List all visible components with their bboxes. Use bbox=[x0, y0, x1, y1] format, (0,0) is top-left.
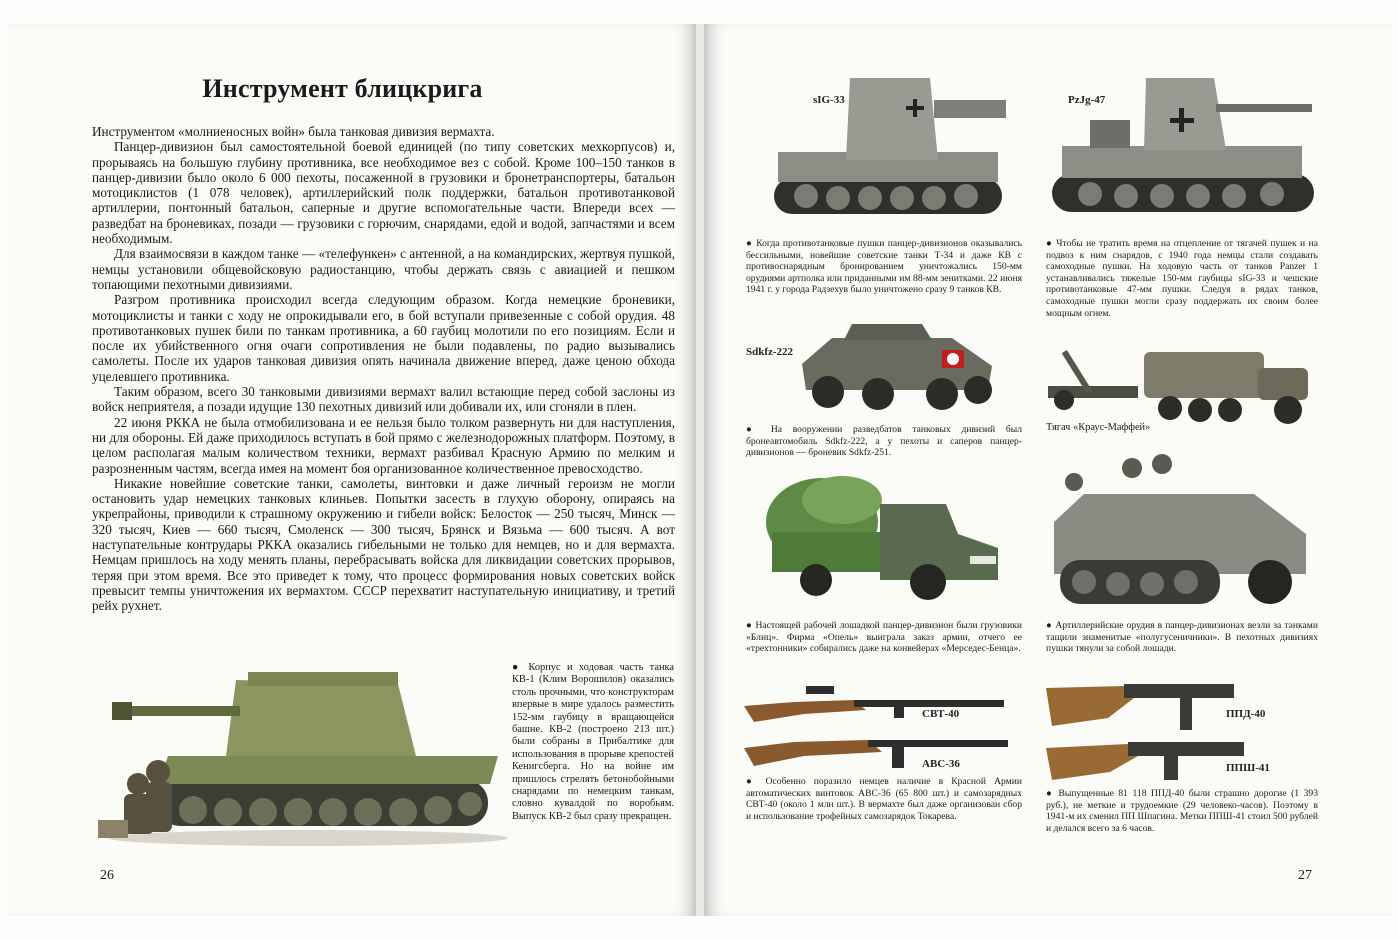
label-avs36: АВС-36 bbox=[922, 758, 960, 770]
halftrack-illustration bbox=[1044, 454, 1316, 614]
caption-recon: ● На вооружении разведбатов танковых дивизий был бронеавтомобиль Sdkfz-222, а у пехоты и саперов панцер-дивизионов — броневик Sdkfz-251. bbox=[746, 424, 1023, 459]
label-pzjg47: PzJg-47 bbox=[1068, 94, 1106, 106]
paragraph: Для взаимосвязи в каждом танке — «телефункен» с антенной, а на командирских, жертвуя пушкой, немцы установили общевойсковую радиостанцию, чтобы держать связь с авиацией и пешком топающими пехотными дивизиями. bbox=[92, 246, 675, 292]
paragraph: Таким образом, всего 30 танковыми дивизиями вермахт валил встающие перед собой заслоны из войск неприятеля, а позади идущие 130 пехотных дивизий или добивали их, или сгоняли в плен. bbox=[92, 384, 675, 415]
rifles-illustration bbox=[744, 680, 1020, 776]
bullet-icon: ● bbox=[1046, 620, 1053, 631]
caption-selfpropelled: ● Чтобы не тратить время на отцепление от тягачей пушек и на подвоз к ним снарядов, с 1940 года немцы стали создавать самоходные пушки. На ходовую часть от танков Panzer 1 устанавливались тяжелые 150-мм гаубицы sIG-33 и чешские противотанковые 47-мм пушки. Следуя в рядах танков, самоходные пушки могли сразу поддержать их своим более мощным огнем. bbox=[1046, 238, 1318, 319]
pzjg47-illustration bbox=[1046, 70, 1320, 222]
paragraph: Никакие новейшие советские танки, самолеты, винтовки и даже личный героизм не могли остановить удар немецких танковых клиньев. Попытки засесть в глухую оборону, опираясь на укрепрайоны, приводили к страшному окружению и гибели войск: Белосток — 250 тысяч, Минск — 320 тысяч, Киев — 660 тысяч, Смоленск — 300 тысяч, Брянск и Вязьма — 600 тысяч. А вот наступательные контрудары РККА оказались гибельными не только для немцев, но и для вермахта. Немцам пришлось на ходу менять планы, перебрасывать войска для ликвидации советских прорывов, теряя при этом время. Все это приведет к тому, что процесс формирования новых советских войск превысит темпы уничтожения их вермахтом. СССР перехватит наступательную инициативу, и третий рейх рухнет. bbox=[92, 475, 675, 614]
bullet-icon: ● bbox=[1046, 238, 1053, 249]
kv-caption: ● Корпус и ходовая часть танка КВ-1 (Клим Ворошилов) оказались столь прочными, что конструкторам впервые в мире удалось разместить 152-мм гаубицу в вращающейся башне. КВ-2 (построено 213 шт.) были собраны в Прибалтике для использования в прорыве крепостей Кенигсберга. Но на войне им пришлось стрелять бетонобойными снарядами по немецким танкам, словно кувалдой по воробьям. Выпуск КВ-2 был сразу прекращен. bbox=[512, 662, 675, 822]
label-tractor: Тягач «Краус-Маффей» bbox=[1046, 422, 1151, 433]
caption-antitank: ● Когда противотанковые пушки панцер-дивизионов оказывались бессильными, новейшие советские танки Т-34 и даже КВ с противоснарядным бронированием уничтожались 150-мм орудиями артполка или приданными им 88-мм зенитками. 22 июня 1941 г. у города Радзехув было уничтожено сразу 9 танков КВ. bbox=[746, 238, 1023, 296]
sig33-illustration bbox=[766, 70, 1010, 222]
paragraph: Инструментом «молниеносных войн» была танковая дивизия вермахта. bbox=[92, 124, 495, 139]
bullet-icon: ● bbox=[512, 662, 523, 673]
page-title: Инструмент блицкрига bbox=[202, 74, 483, 103]
bullet-icon: ● bbox=[1046, 788, 1054, 799]
caption-halftrack: ● Артиллерийские орудия в панцер-дивизионах везли за танками тащили знаменитые «полугусеничники». В пехотных дивизиях пушки тянули за собой лошади. bbox=[1046, 620, 1318, 655]
label-svt40: СВТ-40 bbox=[922, 708, 960, 720]
book-gutter bbox=[696, 24, 704, 916]
sdkfz222-illustration bbox=[792, 316, 1002, 412]
bullet-icon: ● bbox=[746, 620, 753, 631]
bullet-icon: ● bbox=[746, 424, 761, 435]
bullet-icon: ● bbox=[746, 776, 758, 787]
paragraph: Панцер-дивизион был самостоятельной боевой единицей (по типу советских мехкорпусов) и, прорываясь на большую глубину противника, все необходимое вез с собой. Кроме 100–150 танков в панцер-дивизии было около 6 000 пехоты, посаженной в грузовики и бронетранспортеры, батальон мотоциклистов (1 078 человек), артиллерийский полк поддержки, батальон противотанковой артиллерии, понтонный батальон, саперные и другие вспомогательные части. Впереди всех — разведбат на броневиках, позади — грузовики с горючим, снарядами, едой и водой, запчастями и всем необходимым. bbox=[92, 139, 675, 247]
caption-trucks: ● Настоящей рабочей лошадкой панцер-дивизион были грузовики «Блиц». Фирма «Опель» выиграла заказ армии, отчего ее «трехтонники» собирались даже на конвейерах «Мерседес-Бенца». bbox=[746, 620, 1022, 655]
opel-blitz-illustration bbox=[762, 472, 1006, 604]
paragraph: Разгром противника происходил всегда следующим образом. Когда немецкие броневики, мотоциклисты и танки с ходу не опрокидывали его, в бой вступали привезенные с собой орудия. 48 противотанковых пушек били по танкам противника, а 60 гаубиц молотили по его позициям. Если и после их убийственного огня очаги сопротивления не были подавлены, по радио вызывались самолеты. После их ударов танковая дивизия опять начинала движение вперед, даже ценою обхода уцелевшего противника. bbox=[92, 292, 675, 384]
label-sig33: sIG-33 bbox=[813, 94, 845, 106]
bullet-icon: ● bbox=[746, 238, 753, 249]
caption-rifles: ● Особенно поразило немцев наличие в Красной Армии автоматических винтовок АВС-36 (65 800 шт.) и самозарядных СВТ-40 (около 1 млн шт.). В вермахте был даже организован сбор и использование трофейных самозарядок Токарева. bbox=[746, 776, 1022, 822]
paragraph: 22 июня РККА не была отмобилизована и ее нельзя было толком развернуть ни для наступления, ни для обороны. Ей даже приходилось вступать в бой прямо с железнодорожных платформ. Поэтому, в целом располагая малым количеством техники, вермахт разбивал Красную Армию по мелким и разрозненным частям, всегда имея на момент боя организованное количественное превосходство. bbox=[92, 414, 675, 476]
page-number-left: 26 bbox=[100, 868, 114, 883]
label-ppsh41: ППШ-41 bbox=[1226, 762, 1270, 774]
label-ppd40: ППД-40 bbox=[1226, 708, 1266, 720]
caption-smg: ● Выпущенные 81 118 ППД-40 были страшно дорогие (1 393 руб.), не меткие и трудоемкие (29 человеко-часов). Поэтому в 1941-м их сменил ПП Шпагина. Метки ППШ-41 стоил 500 рублей и делался всего за 6 часов. bbox=[1046, 788, 1318, 834]
article-body bbox=[92, 124, 675, 614]
tractor-illustration bbox=[1044, 334, 1316, 436]
label-sdkfz222: Sdkfz-222 bbox=[746, 346, 794, 358]
page-number-right: 27 bbox=[1298, 868, 1312, 883]
kv2-tank-illustration bbox=[98, 660, 508, 850]
